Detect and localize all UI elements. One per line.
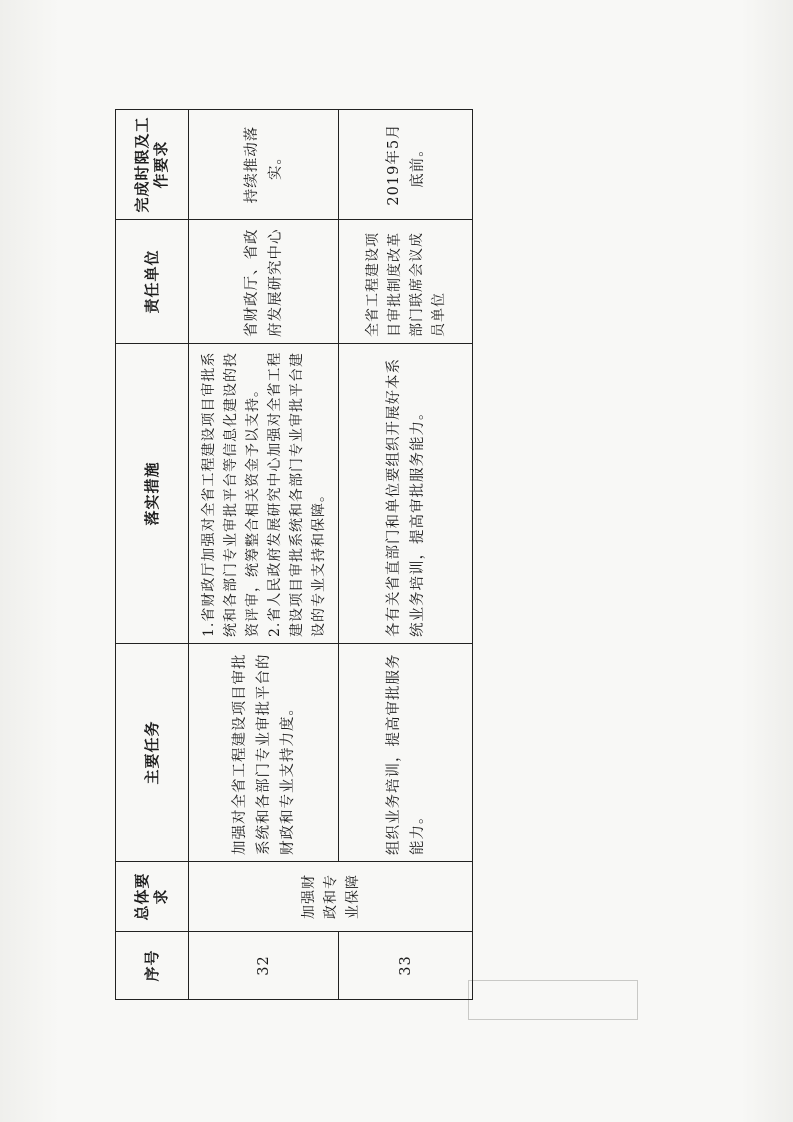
- measure-item: 1.省财政厅加强对全省工程建设项目审批系统和各部门专业审批平台等信息化建设的投资评审，统筹整合相关资金予以支持。: [200, 351, 261, 637]
- row-seq: 33: [339, 932, 473, 1000]
- row-deadline: 2019年5月底前。: [339, 110, 473, 220]
- header-seq: 序号: [116, 932, 189, 1000]
- row-seq: 32: [189, 932, 339, 1000]
- row-measures: [339, 344, 473, 644]
- measure-item: 2.省人民政府发展研究中心加强对全省工程建设项目审批系统和各部门专业审批平台建设的专业支持和保障。: [266, 351, 327, 637]
- header-general-req: 总体要求: [116, 862, 189, 932]
- rotated-table-wrapper: [115, 110, 465, 1000]
- row-unit: 全省工程建设项目审批制度改革部门联席会议成员单位: [339, 220, 473, 344]
- header-deadline: 完成时限及工作要求: [116, 110, 189, 220]
- header-main-task: 主要任务: [116, 644, 189, 862]
- row-deadline: 持续推动落实。: [189, 110, 339, 220]
- header-row: [116, 110, 189, 1000]
- table-row: [189, 110, 339, 1000]
- row-task: 加强对全省工程建设项目审批系统和各部门专业审批平台的财政和专业支持力度。: [189, 644, 339, 862]
- header-resp-unit: 责任单位: [116, 220, 189, 344]
- row-unit: 省财政厅、省政府发展研究中心: [189, 220, 339, 344]
- header-measures: 落实措施: [116, 344, 189, 644]
- group-label: 加强财政和专业保障: [189, 862, 473, 932]
- measure-item: 各有关省直部门和单位要组织开展好本系统业务培训，提高审批服务能力。: [385, 358, 426, 637]
- faint-show-through: [468, 980, 638, 1020]
- row-task: 组织业务培训，提高审批服务能力。: [339, 644, 473, 862]
- row-measures: [189, 344, 339, 644]
- task-table: [115, 109, 473, 1000]
